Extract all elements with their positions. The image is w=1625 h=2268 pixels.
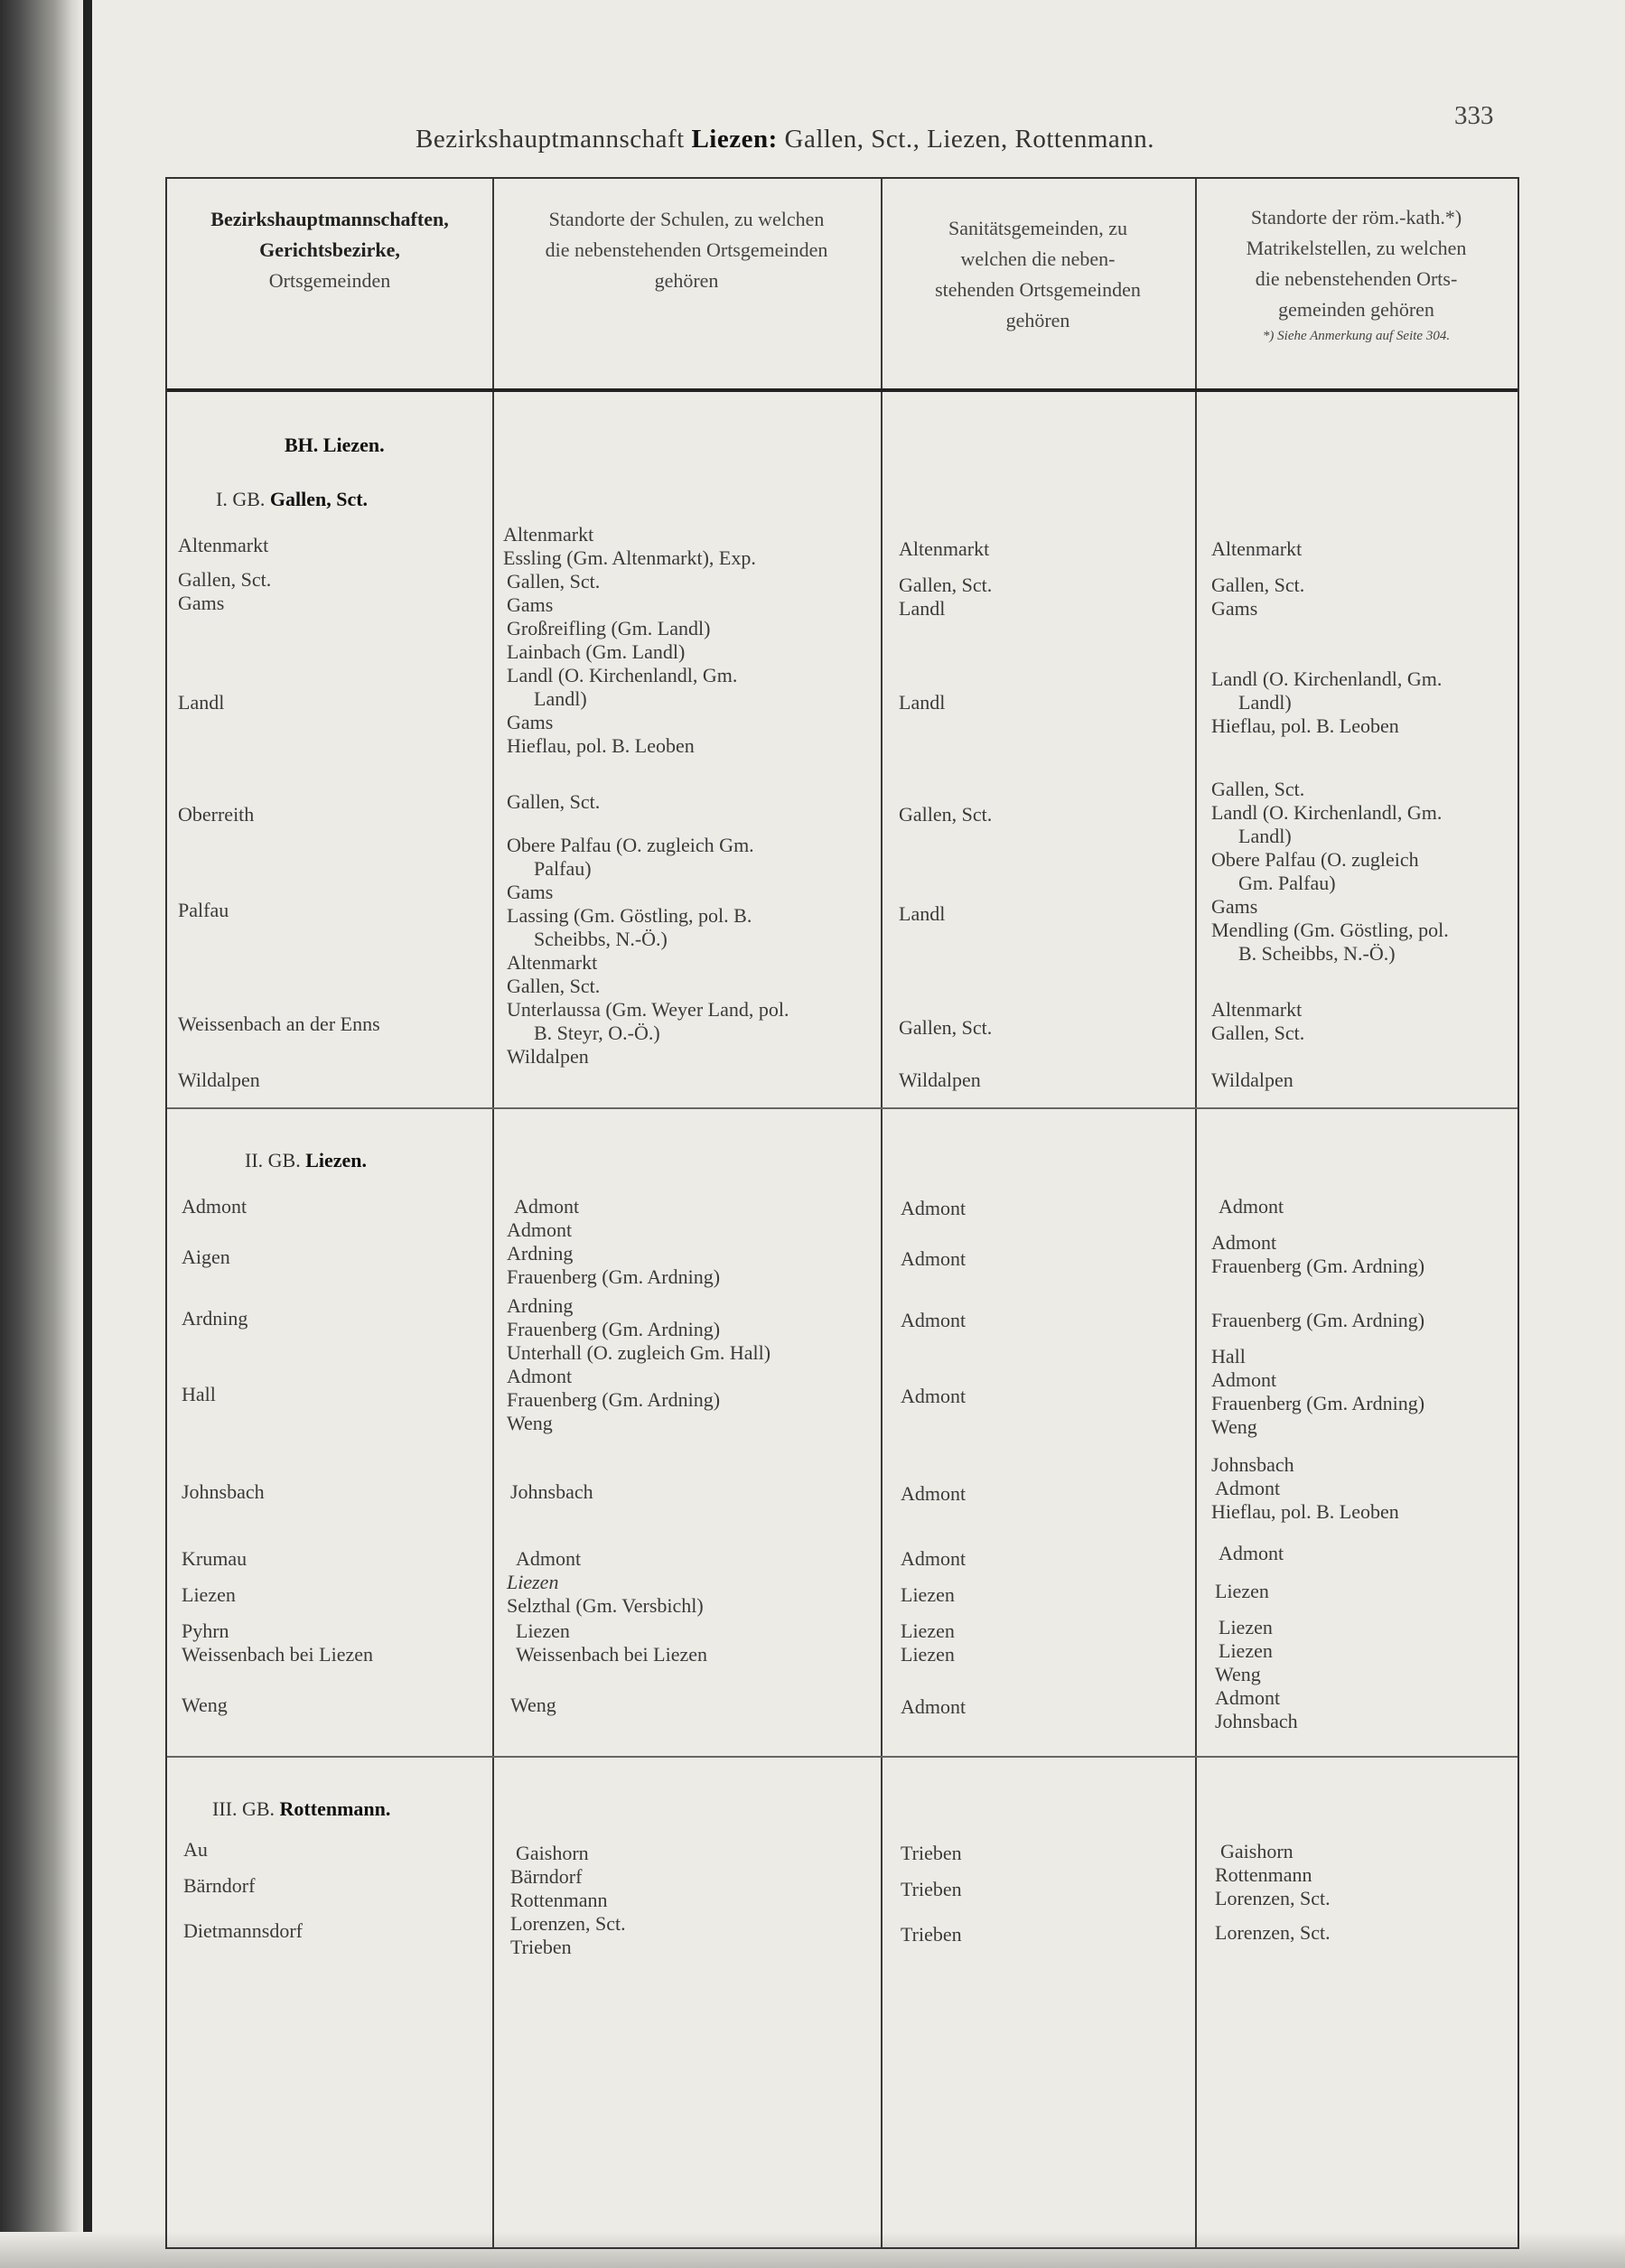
parish-entry: Liezen [1219, 1639, 1273, 1662]
community-name: Gallen, Sct. [178, 568, 272, 591]
column-header-sanitary [881, 213, 1195, 336]
school-entry: Landl (O. Kirchenlandl, Gm. [507, 664, 738, 686]
parish-entry: Johnsbach [1215, 1710, 1298, 1732]
column-rule-1 [492, 179, 494, 2247]
community-name: Altenmarkt [178, 534, 269, 556]
book-spine-shadow [0, 0, 83, 2268]
parish-entry: Frauenberg (Gm. Ardning) [1211, 1309, 1425, 1331]
parish-entry: Johnsbach [1211, 1453, 1294, 1476]
parish-entry: Obere Palfau (O. zugleich [1211, 848, 1419, 871]
sanitary-entry: Liezen [901, 1643, 955, 1666]
running-head-bold: Liezen: [691, 125, 778, 154]
school-entry: Lorenzen, Sct. [510, 1912, 626, 1935]
school-entry: Admont [507, 1218, 573, 1241]
parish-entry: Lorenzen, Sct. [1215, 1921, 1331, 1944]
parish-entry: Admont [1215, 1686, 1281, 1709]
school-entry: Hieflau, pol. B. Leoben [507, 734, 695, 757]
running-head [416, 125, 1154, 154]
community-name: Au [183, 1838, 208, 1861]
school-entry: Essling (Gm. Altenmarkt), Exp. [503, 546, 756, 569]
district-heading-text: BH. Liezen. [285, 434, 385, 456]
parish-entry: Gams [1211, 597, 1258, 620]
sanitary-entry: Wildalpen [899, 1069, 981, 1091]
sanitary-entry: Trieben [901, 1842, 962, 1864]
column-header-line: die nebenstehenden Ortsgemeinden [545, 238, 828, 261]
school-entry: Frauenberg (Gm. Ardning) [507, 1388, 721, 1411]
court-district-prefix: III. GB. [212, 1797, 276, 1820]
column-header-schools [492, 204, 881, 296]
school-entry: Lainbach (Gm. Landl) [507, 640, 686, 663]
court-district-prefix: I. GB. [216, 488, 266, 510]
school-entry: Großreifling (Gm. Landl) [507, 617, 711, 639]
column-header-line: Matrikelstellen, zu welchen [1246, 237, 1467, 259]
parish-entry: Admont [1211, 1368, 1277, 1391]
column-header-line: Standorte der röm.-kath.*) [1250, 206, 1462, 229]
sanitary-entry: Trieben [901, 1923, 962, 1946]
community-name: Ardning [182, 1307, 248, 1330]
community-name: Aigen [182, 1246, 230, 1268]
parish-entry: Landl (O. Kirchenlandl, Gm. [1211, 801, 1443, 824]
parish-entry: Admont [1219, 1542, 1284, 1564]
school-entry: Admont [516, 1547, 582, 1570]
parish-entry: Frauenberg (Gm. Ardning) [1211, 1392, 1425, 1414]
court-district-prefix: II. GB. [245, 1149, 301, 1171]
page-number: 333 [1454, 101, 1494, 130]
school-entry: Palfau) [534, 857, 592, 880]
parish-entry: Altenmarkt [1211, 537, 1303, 560]
sanitary-entry: Admont [901, 1385, 967, 1407]
parish-entry: Frauenberg (Gm. Ardning) [1211, 1255, 1425, 1277]
parish-entry: Weng [1215, 1663, 1261, 1685]
parish-entry: Liezen [1215, 1580, 1269, 1602]
community-name: Admont [182, 1195, 247, 1218]
school-entry: Gallen, Sct. [507, 975, 601, 997]
column-header-line: stehenden Ortsgemeinden [935, 278, 1141, 301]
column-header-communities [167, 204, 492, 296]
school-entry: Weng [507, 1412, 553, 1434]
school-entry: Gams [507, 881, 554, 903]
school-entry: Gams [507, 711, 554, 733]
court-district-heading-1 [216, 488, 368, 511]
community-name: Bärndorf [183, 1874, 256, 1897]
sanitary-entry: Admont [901, 1482, 967, 1505]
sanitary-entry: Admont [901, 1309, 967, 1331]
sanitary-entry: Admont [901, 1197, 967, 1219]
section-rule-1 [167, 1107, 1518, 1109]
parish-entry: Gaishorn [1220, 1840, 1293, 1862]
school-entry: Rottenmann [510, 1889, 608, 1911]
sanitary-entry: Admont [901, 1247, 967, 1270]
parish-entry: Gallen, Sct. [1211, 574, 1305, 596]
parish-entry: Hieflau, pol. B. Leoben [1211, 1500, 1399, 1523]
school-entry: Obere Palfau (O. zugleich Gm. [507, 834, 754, 856]
running-head-prefix: Bezirkshauptmannschaft [416, 125, 685, 154]
school-entry: Landl) [534, 687, 587, 710]
sanitary-entry: Landl [899, 691, 946, 714]
parish-entry: Landl (O. Kirchenlandl, Gm. [1211, 667, 1443, 690]
sanitary-entry: Admont [901, 1547, 967, 1570]
community-name: Gams [178, 592, 225, 614]
sanitary-entry: Gallen, Sct. [899, 803, 993, 826]
column-header-parish [1195, 202, 1518, 347]
court-district-heading-3 [212, 1797, 390, 1821]
parish-entry: Liezen [1219, 1616, 1273, 1638]
parish-entry: Hieflau, pol. B. Leoben [1211, 714, 1399, 737]
community-name: Weng [182, 1694, 228, 1716]
community-name: Oberreith [178, 803, 255, 826]
column-header-footnote: *) Siehe Anmerkung auf Seite 304. [1262, 329, 1451, 343]
school-entry: Ardning [507, 1242, 574, 1265]
book-spine-edge [83, 0, 92, 2268]
school-entry: Scheibbs, N.-Ö.) [534, 928, 668, 950]
section-rule-2 [167, 1756, 1518, 1758]
column-header-line: gehören [654, 269, 719, 292]
school-entry: Gallen, Sct. [507, 570, 601, 593]
school-entry: Admont [514, 1195, 580, 1218]
parish-entry: B. Scheibbs, N.-Ö.) [1238, 942, 1396, 965]
column-header-line: Gerichtsbezirke, [259, 238, 400, 261]
school-entry: Frauenberg (Gm. Ardning) [507, 1265, 721, 1288]
school-entry: Unterhall (O. zugleich Gm. Hall) [507, 1341, 771, 1364]
sanitary-entry: Trieben [901, 1878, 962, 1900]
school-entry: Weng [510, 1694, 556, 1716]
school-entry: Gaishorn [516, 1842, 589, 1864]
column-header-line: gemeinden gehören [1278, 298, 1434, 321]
column-header-line: gehören [1005, 309, 1070, 331]
school-entry: Liezen [507, 1571, 559, 1593]
parish-entry: Gallen, Sct. [1211, 778, 1305, 800]
sanitary-entry: Landl [899, 597, 946, 620]
community-name: Dietmannsdorf [183, 1919, 303, 1942]
parish-entry: Weng [1211, 1415, 1257, 1438]
community-name: Weissenbach bei Liezen [182, 1643, 374, 1666]
community-name: Weissenbach an der Enns [178, 1013, 380, 1035]
school-entry: Gallen, Sct. [507, 790, 601, 813]
school-entry: Trieben [510, 1936, 572, 1958]
community-name: Landl [178, 691, 225, 714]
school-entry: Wildalpen [507, 1045, 589, 1068]
school-entry: Unterlaussa (Gm. Weyer Land, pol. [507, 998, 789, 1021]
parish-entry: Gm. Palfau) [1238, 872, 1336, 894]
running-head-rest: Gallen, Sct., Liezen, Rottenmann. [784, 125, 1155, 154]
school-entry: Weissenbach bei Liezen [516, 1643, 708, 1666]
court-district-name: Gallen, Sct. [269, 488, 369, 510]
school-entry: Liezen [516, 1619, 570, 1642]
parish-entry: Hall [1211, 1345, 1246, 1367]
parish-entry: Altenmarkt [1211, 998, 1303, 1021]
parish-entry: Wildalpen [1211, 1069, 1293, 1091]
parish-entry: Gallen, Sct. [1211, 1022, 1305, 1044]
community-name: Wildalpen [178, 1069, 260, 1091]
community-name: Hall [182, 1383, 216, 1405]
school-entry: B. Steyr, O.-Ö.) [534, 1022, 660, 1044]
sanitary-entry: Altenmarkt [899, 537, 990, 560]
community-name: Krumau [182, 1547, 247, 1570]
sanitary-entry: Liezen [901, 1619, 955, 1642]
column-header-line: Ortsgemeinden [268, 269, 391, 292]
school-entry: Bärndorf [510, 1865, 583, 1888]
column-header-line: Standorte der Schulen, zu welchen [548, 208, 825, 230]
sanitary-entry: Admont [901, 1695, 967, 1718]
column-header-line: Sanitätsgemeinden, zu [948, 217, 1127, 239]
sanitary-entry: Landl [899, 902, 946, 925]
community-name: Palfau [178, 899, 229, 921]
parish-entry: Rottenmann [1215, 1863, 1312, 1886]
parish-entry: Admont [1219, 1195, 1284, 1218]
parish-entry: Lorenzen, Sct. [1215, 1887, 1331, 1909]
column-header-line: die nebenstehenden Orts- [1255, 267, 1458, 290]
school-entry: Johnsbach [510, 1480, 593, 1503]
school-entry: Frauenberg (Gm. Ardning) [507, 1318, 721, 1340]
community-name: Liezen [182, 1583, 236, 1606]
parish-entry: Landl) [1238, 825, 1292, 847]
parish-entry: Gams [1211, 895, 1258, 918]
community-name: Johnsbach [182, 1480, 265, 1503]
sanitary-entry: Liezen [901, 1583, 955, 1606]
parish-entry: Admont [1211, 1231, 1277, 1254]
parish-entry: Landl) [1238, 691, 1292, 714]
column-header-line: Bezirkshauptmannschaften, [210, 208, 449, 230]
parish-entry: Mendling (Gm. Göstling, pol. [1211, 919, 1449, 941]
school-entry: Altenmarkt [507, 951, 598, 974]
header-rule [167, 388, 1518, 392]
school-entry: Gams [507, 593, 554, 616]
sanitary-entry: Gallen, Sct. [899, 574, 993, 596]
column-rule-3 [1195, 179, 1197, 2247]
district-heading [285, 434, 385, 457]
school-entry: Selzthal (Gm. Versbichl) [507, 1594, 704, 1617]
school-entry: Admont [507, 1365, 573, 1387]
community-name: Pyhrn [182, 1619, 229, 1642]
school-entry: Altenmarkt [503, 523, 594, 546]
school-entry: Ardning [507, 1294, 574, 1317]
column-rule-2 [881, 179, 883, 2247]
column-header-line: welchen die neben- [960, 247, 1116, 270]
sanitary-entry: Gallen, Sct. [899, 1016, 993, 1039]
school-entry: Lassing (Gm. Göstling, pol. B. [507, 904, 752, 927]
court-district-name: Liezen. [305, 1149, 368, 1171]
court-district-name: Rottenmann. [279, 1797, 391, 1820]
court-district-heading-2 [245, 1149, 367, 1172]
parish-entry: Admont [1215, 1477, 1281, 1499]
gazetteer-table [165, 177, 1519, 2249]
